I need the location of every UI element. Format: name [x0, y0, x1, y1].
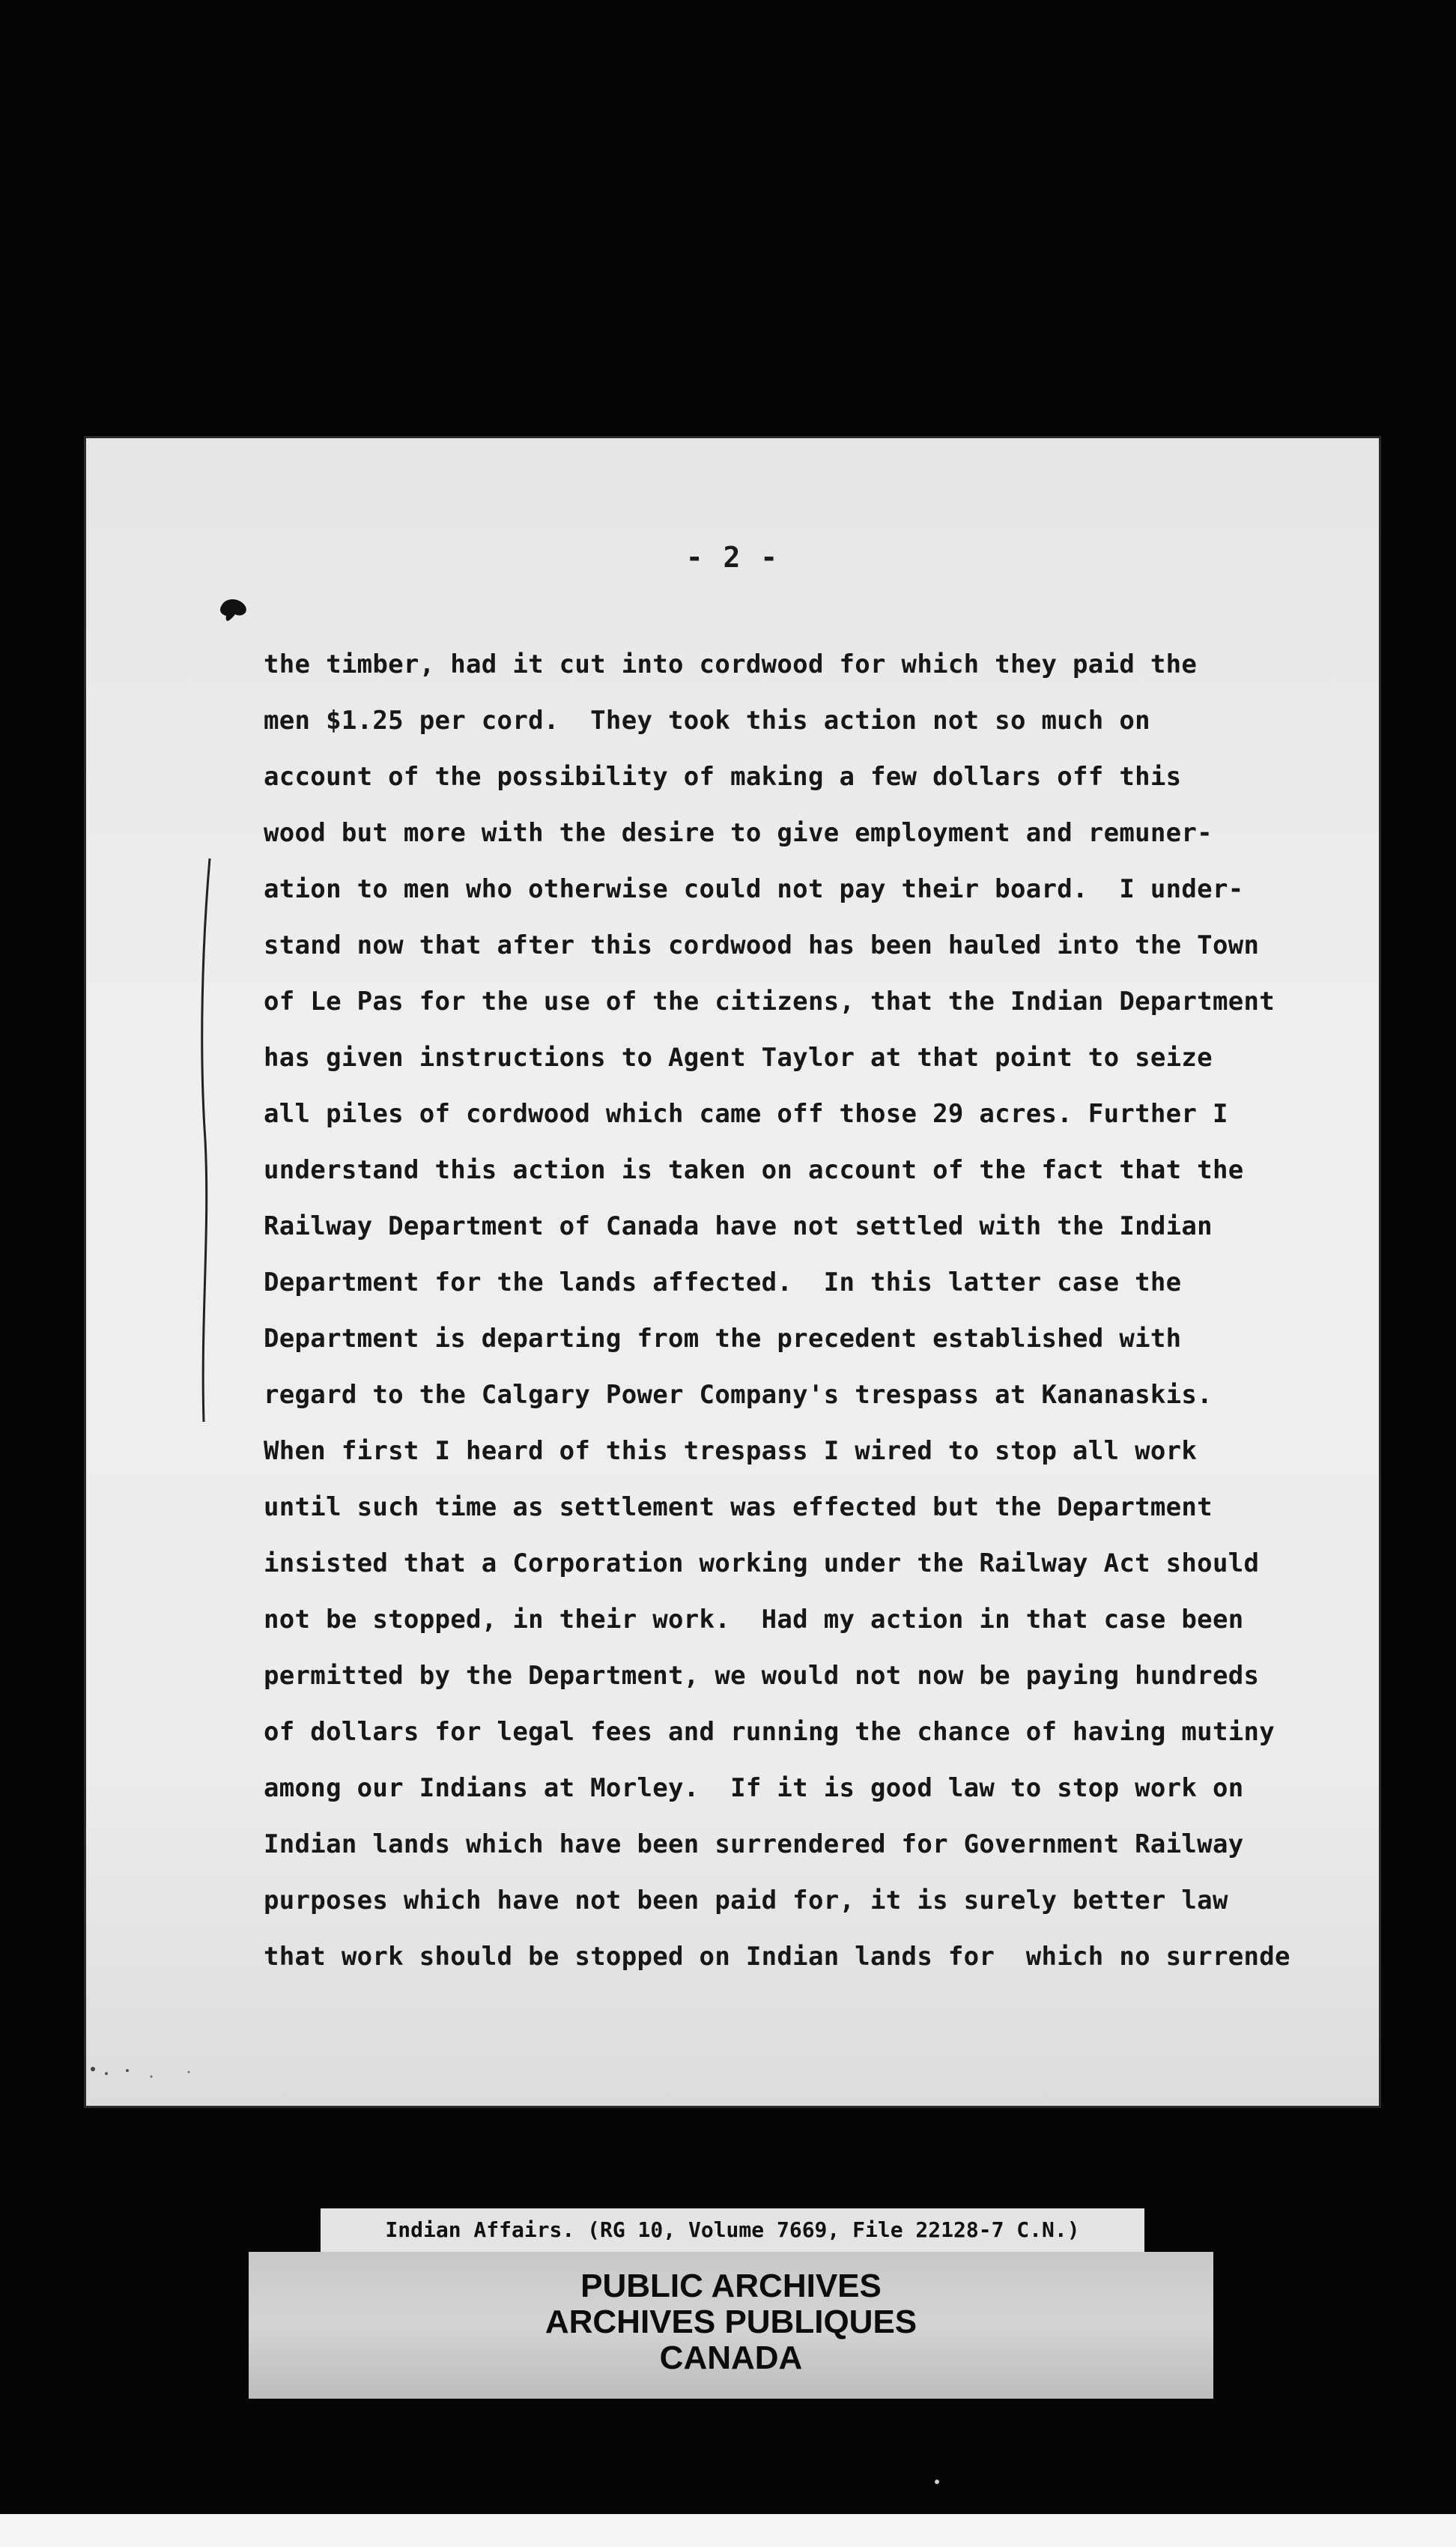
- body-line: all piles of cordwood which came off those 29 acres. Further I: [264, 1099, 1228, 1129]
- body-line: understand this action is taken on account of the fact that the: [264, 1155, 1244, 1185]
- body-line: When first I heard of this trespass I wired to stop all work: [264, 1436, 1198, 1466]
- body-line: until such time as settlement was effected but the Department: [264, 1492, 1213, 1522]
- archive-citation-label: Indian Affairs. (RG 10, Volume 7669, File 22128-7 C.N.): [321, 2208, 1144, 2252]
- body-line: that work should be stopped on Indian lands for which no surrende: [264, 1942, 1290, 1972]
- body-line: has given instructions to Agent Taylor at that point to seize: [264, 1043, 1213, 1073]
- body-line: Department is departing from the precedent established with: [264, 1324, 1182, 1354]
- body-line: the timber, had it cut into cordwood for which they paid the: [264, 649, 1198, 679]
- body-line: insisted that a Corporation working under the Railway Act should: [264, 1548, 1260, 1578]
- body-line: regard to the Calgary Power Company's trespass at Kananaskis.: [264, 1380, 1213, 1410]
- film-speck: [935, 2480, 939, 2484]
- body-line: of Le Pas for the use of the citizens, that the Indian Department: [264, 987, 1275, 1017]
- body-line: purposes which have not been paid for, it is surely better law: [264, 1886, 1228, 1915]
- body-line: men $1.25 per cord. They took this action not so much on: [264, 706, 1150, 736]
- body-line: Indian lands which have been surrendered for Government Railway: [264, 1829, 1244, 1859]
- body-line: Department for the lands affected. In this latter case the: [264, 1268, 1182, 1297]
- body-line: permitted by the Department, we would not now be paying hundreds: [264, 1661, 1260, 1691]
- body-line: ation to men who otherwise could not pay their board. I under-: [264, 874, 1244, 904]
- film-base-edge: [0, 2514, 1456, 2547]
- stamp-line-english: PUBLIC ARCHIVES: [580, 2268, 882, 2304]
- stamp-line-french: ARCHIVES PUBLIQUES: [545, 2304, 917, 2340]
- body-line: stand now that after this cordwood has been hauled into the Town: [264, 930, 1260, 960]
- body-line: Railway Department of Canada have not settled with the Indian: [264, 1211, 1213, 1241]
- document-page: [84, 436, 1381, 2108]
- letter-body: [264, 637, 1342, 1985]
- public-archives-stamp: [249, 2252, 1213, 2399]
- body-line: wood but more with the desire to give employment and remuner-: [264, 818, 1213, 848]
- body-line: account of the possibility of making a few dollars off this: [264, 762, 1182, 792]
- body-line: among our Indians at Morley. If it is good law to stop work on: [264, 1773, 1244, 1803]
- ink-blot-mark: [219, 595, 249, 628]
- body-line: of dollars for legal fees and running the chance of having mutiny: [264, 1717, 1275, 1747]
- edge-damage-marks: [84, 2054, 264, 2099]
- page-number: - 2 -: [685, 541, 780, 574]
- margin-bracket-mark: [195, 855, 225, 1425]
- body-line: not be stopped, in their work. Had my action in that case been: [264, 1605, 1244, 1635]
- stamp-line-country: CANADA: [659, 2339, 803, 2376]
